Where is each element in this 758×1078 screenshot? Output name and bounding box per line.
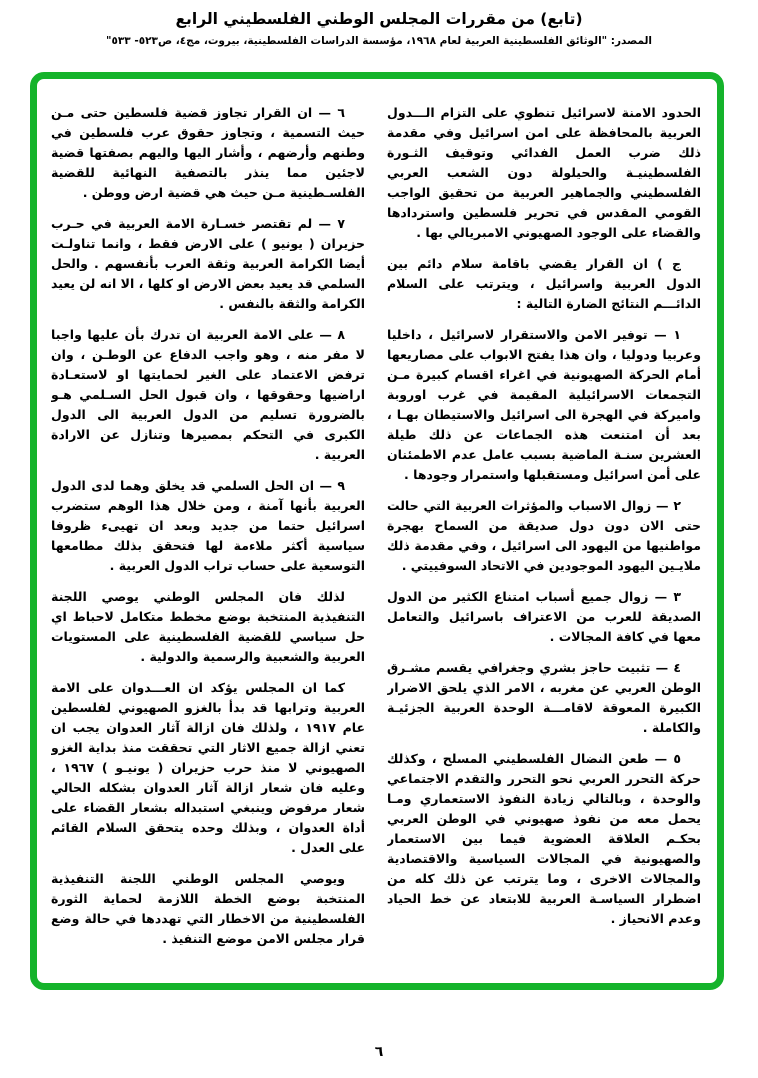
column-left <box>51 103 365 973</box>
paragraph: ٥ — طعن النضال الفلسطيني المسلح ، وكذلك حركة التحرر العربي نحو التحرر والتقدم الاجتماعي والوحدة ، وبالتالي زيادة النفوذ الاستعماري ومـا يحمل معه من نفوذ صهيوني في الوطن العربي بحكـم العلاقة العضوية فيما بين الاستعمار والصهيونية في المجالات السياسية والاقتصادية والمجالات الاخرى ، وما يترتب عن ذلك كله من اضطرار السياسـة العربية للابتعاد عن خط الحياد وعدم الانحياز . <box>387 751 701 926</box>
green-border-box <box>30 72 724 990</box>
paragraph: ٧ — لم تقتصر خسـارة الامة العربية في حـرب حزيران ( يونيو ) على الارض فقط ، وانما تناولـت أيضا الكرامة العربية وثقة العرب بأنفسهم . والحل السلمي قد يعيد بعض الارض او كلها ، الا انه لن يعيد الكرامة والثقة بالنفس . <box>51 216 365 311</box>
page-title: (تابع) من مقررات المجلس الوطني الفلسطيني الرابع <box>175 10 583 28</box>
paragraph: ٦ — ان القرار تجاوز قضية فلسطين حتى مـن حيث التسمية ، وتجاوز حقوق عرب فلسطين في وطنهم وأرضهم ، وأشار اليها واليهم بصفتها قضية لاجئين مما ينذر بالتصفية النهائية للقضية الفلسـطينية مـن حيث هي قضية ارض ووطن . <box>51 105 365 200</box>
paragraph: ٤ — تثبيت حاجز بشري وجغرافي يقسم مشـرق الوطن العربي عن مغربه ، الامر الذي يلحق الاضرار الكبيرة المعوقة لاقامـــة الوحدة العربية الجزئيـة والكاملة . <box>387 660 701 735</box>
paragraph: ٨ — على الامة العربية ان تدرك بأن عليها واجبا لا مفر منه ، وهو واجب الدفاع عن الوطـن ، وان ترفض الاعتماد على الغير لحمايتها او لاستعـادة اراضيها وحقوقها ، وان قبول الحل السـلمي هـو بالضرورة تسليم من الدول العربية الى الدول الكبرى في التحكم بمصيرها وتنازل عن الارادة العربية . <box>51 327 365 462</box>
paragraph: كما ان المجلس يؤكد ان العـــدوان على الامة العربية وترابها قد بدأ بالغزو الصهيوني لفلسطين عام ١٩١٧ ، ولذلك فان ازالة آثار العدوان يجب ان تعني ازالة جميع الاثار التي تحققت منذ بداية الغزو الصهيوني لا منذ حرب حزيران ( يونيـو ) ١٩٦٧ ، وعليه فان شعار ازالة آثار العدوان بشكله الحالي شعار مرفوض وينبغي استبداله بشعار القضاء على أداة العدوان ، وبذلك وحده يتحقق السلام القائم على العدل . <box>51 680 365 855</box>
paragraph: ٣ — زوال جميع أسباب امتناع الكثير من الدول الصديقة للعرب من الاعتراف باسرائيل والتعامل معها في كافة المجالات . <box>387 589 701 644</box>
paragraph: لذلك فان المجلس الوطني يوصي اللجنة التنفيذية المنتخبة بوضع مخطط متكامل لاحباط اي حل سياسي للقضية الفلسطينية على المستويات العربية والشعبية والرسمية والدولية . <box>51 589 365 664</box>
paragraph: ١ — توفير الامن والاستقرار لاسرائيل ، داخليا وعربيا ودوليا ، وان هذا يفتح الابواب على مصاريعها أمام الحركة الصهيونية في اغراء اقسام كبيرة مـن التجمعات الاسرائيلية المقيمة في غرب اوروبة واميركة في الهجرة الى اسرائيل والاستيطان بهـا ، بعد أن امتنعت هذه الجماعات عن ذلك طيلة العشرين سنـة الماضية بسبب عامل عدم الاطمئنان على أمن اسرائيل ومستقبلها واستمرار وجودها . <box>387 327 701 482</box>
column-right <box>387 103 701 973</box>
paragraph: ٢ — زوال الاسباب والمؤثرات العربية التي حالت حتى الان دون دول صديقة من السماح بهجرة مواطنيها من اليهود الى اسرائيل ، وفي مقدمة ذلك ملايـين اليهود الموجودين في الاتحاد السوفييتي . <box>387 498 701 573</box>
page-footer <box>0 1044 758 1060</box>
page-number: ٦ <box>374 1044 384 1060</box>
paragraph: الحدود الامنة لاسرائيل تنطوي على التزام الـــدول العربية بالمحافظة على امن اسرائيل وفي مقدمة ذلك ضرب العمل الفدائي وتوقيف الثـورة الفلسطينيـة والحيلولة دون الشعب العربي الفلسطيني والجماهير العربية من تحقيق الواجب القومي المقدس في تحرير فلسطين واستردادها والقضاء على الوجود الصهيوني الامبريالي بها . <box>387 105 701 240</box>
paragraph: ٩ — ان الحل السلمي قد يخلق وهما لدى الدول العربية بأنها آمنة ، ومن خلال هذا الوهم ستضرب اسرائيل حتما من جديد وبعد ان تهيىء ظروفا سياسية أكثر ملاءمة لها فتحقق بذلك مطامعها التوسعية على حساب تراب الدول العربية . <box>51 478 365 573</box>
page-header <box>0 10 758 47</box>
paragraph: ج ) ان القرار يقضي باقامة سلام دائم بين الدول العربية واسرائيل ، ويترتب على السلام الدائـــم النتائج الضارة التالية : <box>387 256 701 311</box>
text-columns <box>37 79 717 983</box>
source-citation: المصدر: "الوثائق الفلسطينية العربية لعام ١٩٦٨، مؤسسة الدراسات الفلسطينية، بيروت، مج٤، ص٥٢٣- ٥٣٣" <box>105 35 653 47</box>
paragraph: ويوصي المجلس الوطني اللجنة التنفيذية المنتخبة بوضع الخطة اللازمة لحماية الثورة الفلسطينية من الاخطار التي تهددها في حالة وضع قرار مجلس الامن موضع التنفيذ . <box>51 871 365 946</box>
